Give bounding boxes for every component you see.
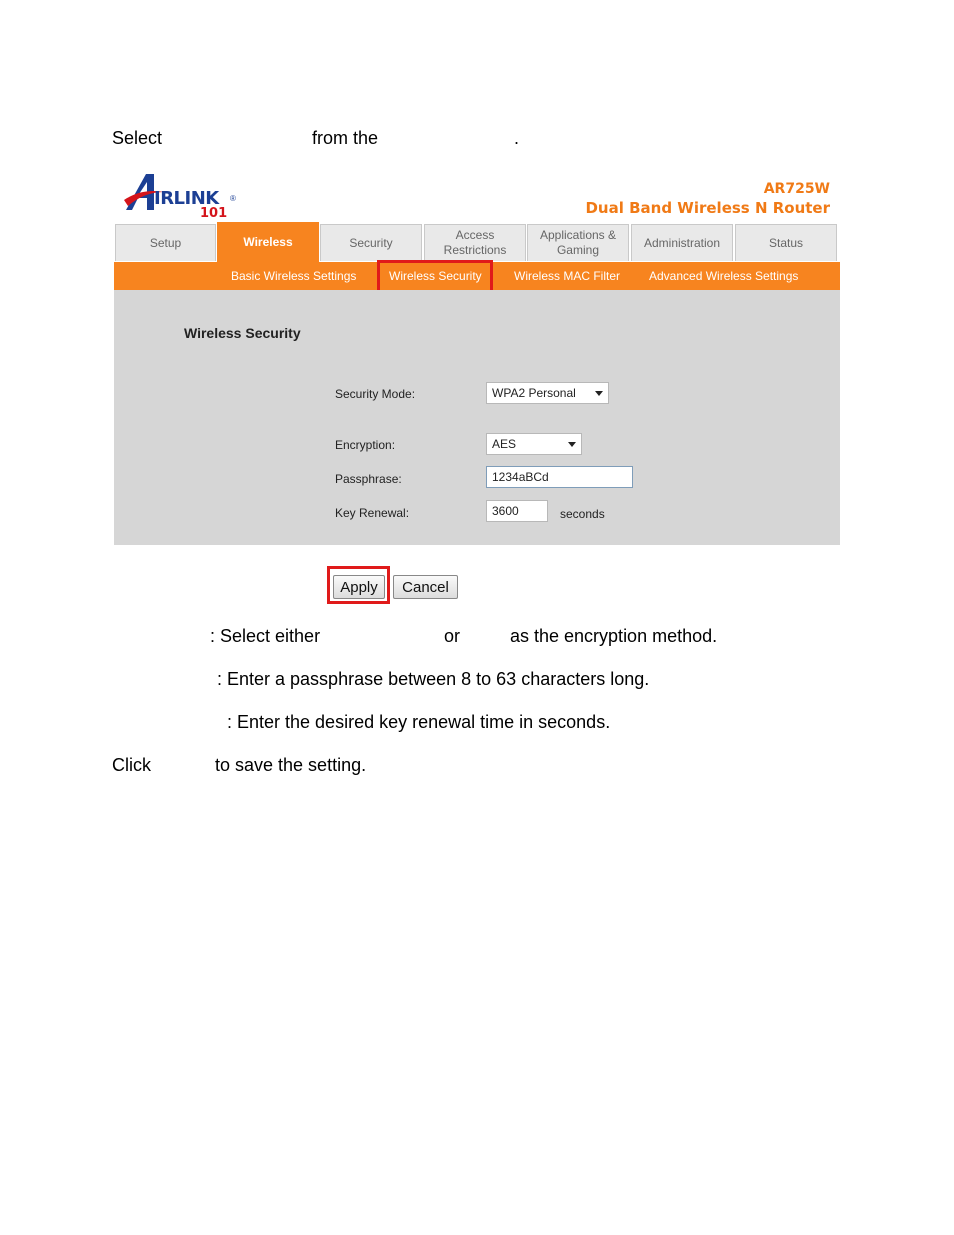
subnav-wireless-mac-filter[interactable]: Wireless MAC Filter	[514, 269, 621, 283]
tab-label: Wireless	[243, 235, 293, 249]
tab-security[interactable]	[320, 224, 422, 261]
passphrase-input[interactable]	[486, 466, 633, 488]
instruction-text: Select	[112, 128, 163, 148]
main-tabs	[114, 222, 840, 262]
encryption-label: Encryption:	[335, 438, 396, 452]
instruction-text: .	[514, 128, 520, 148]
key-renewal-label: Key Renewal:	[335, 506, 410, 520]
key-renewal-value: 3600	[492, 504, 519, 518]
router-ui-screenshot	[114, 168, 840, 545]
click-note-a	[112, 754, 151, 776]
click-note-b	[215, 754, 366, 776]
instruction-text: : Enter a passphrase between 8 to 63 characters long.	[217, 669, 650, 689]
encryption-note-c	[510, 625, 717, 647]
model-number: AR725W	[763, 181, 830, 197]
logo-number: 101	[200, 206, 228, 221]
instruction-text: : Select either	[210, 626, 321, 646]
tab-label-line2: Gaming	[556, 243, 599, 257]
tab-applications-gaming[interactable]	[527, 224, 629, 261]
tab-administration[interactable]	[631, 224, 733, 261]
passphrase-label: Passphrase:	[335, 472, 402, 486]
section-title: Wireless Security	[184, 325, 301, 341]
product-header	[585, 180, 830, 218]
security-mode-select[interactable]	[486, 382, 609, 404]
apply-button[interactable]	[333, 575, 385, 599]
key-renewal-unit: seconds	[560, 507, 605, 521]
key-renewal-input[interactable]	[486, 500, 548, 522]
tab-label: Security	[349, 235, 393, 250]
chevron-down-icon	[568, 442, 576, 447]
tab-label: Status	[768, 235, 804, 250]
apply-label: Apply	[340, 578, 378, 596]
logo-wordmark: IRLINK	[154, 188, 219, 209]
tab-access-restrictions[interactable]	[424, 224, 526, 261]
renewal-note	[227, 711, 610, 733]
instruction-text: or	[444, 626, 461, 646]
tab-status[interactable]	[735, 224, 837, 261]
security-mode-label: Security Mode:	[335, 387, 416, 401]
instruction-select-from	[312, 127, 378, 149]
passphrase-value: 1234aBCd	[492, 470, 549, 484]
subnav-basic-wireless-settings[interactable]: Basic Wireless Settings	[231, 269, 357, 283]
tab-label-line2: Restrictions	[443, 243, 507, 257]
tab-label: Setup	[149, 235, 182, 250]
product-name: Dual Band Wireless N Router	[585, 199, 830, 217]
instruction-text: from the	[312, 128, 379, 148]
tab-wireless[interactable]	[217, 222, 319, 262]
instruction-select-line	[112, 127, 162, 149]
subnav-advanced-wireless-settings[interactable]: Advanced Wireless Settings	[649, 269, 799, 283]
tab-label: Access	[455, 228, 495, 242]
tab-label: Administration	[643, 235, 721, 250]
cancel-button[interactable]	[393, 575, 458, 599]
tab-label: Applications &	[539, 228, 617, 242]
encryption-value: AES	[492, 437, 517, 451]
passphrase-note	[217, 668, 649, 690]
encryption-note-a	[210, 625, 320, 647]
instruction-text: to save the setting.	[215, 755, 367, 775]
subnav-wireless-security[interactable]: Wireless Security	[389, 269, 482, 283]
chevron-down-icon	[595, 391, 603, 396]
encryption-note-b	[444, 625, 460, 647]
cancel-label: Cancel	[402, 578, 449, 596]
wireless-security-panel	[114, 290, 840, 545]
tab-setup[interactable]	[115, 224, 216, 261]
instruction-text: : Enter the desired key renewal time in seconds.	[227, 712, 611, 732]
instruction-select-end	[514, 127, 519, 149]
security-mode-value: WPA2 Personal	[492, 386, 576, 400]
airlink-logo	[124, 170, 244, 222]
logo-registered: ®	[230, 194, 236, 203]
instruction-text: as the encryption method.	[510, 626, 718, 646]
instruction-text: Click	[112, 755, 151, 775]
encryption-select[interactable]	[486, 433, 582, 455]
